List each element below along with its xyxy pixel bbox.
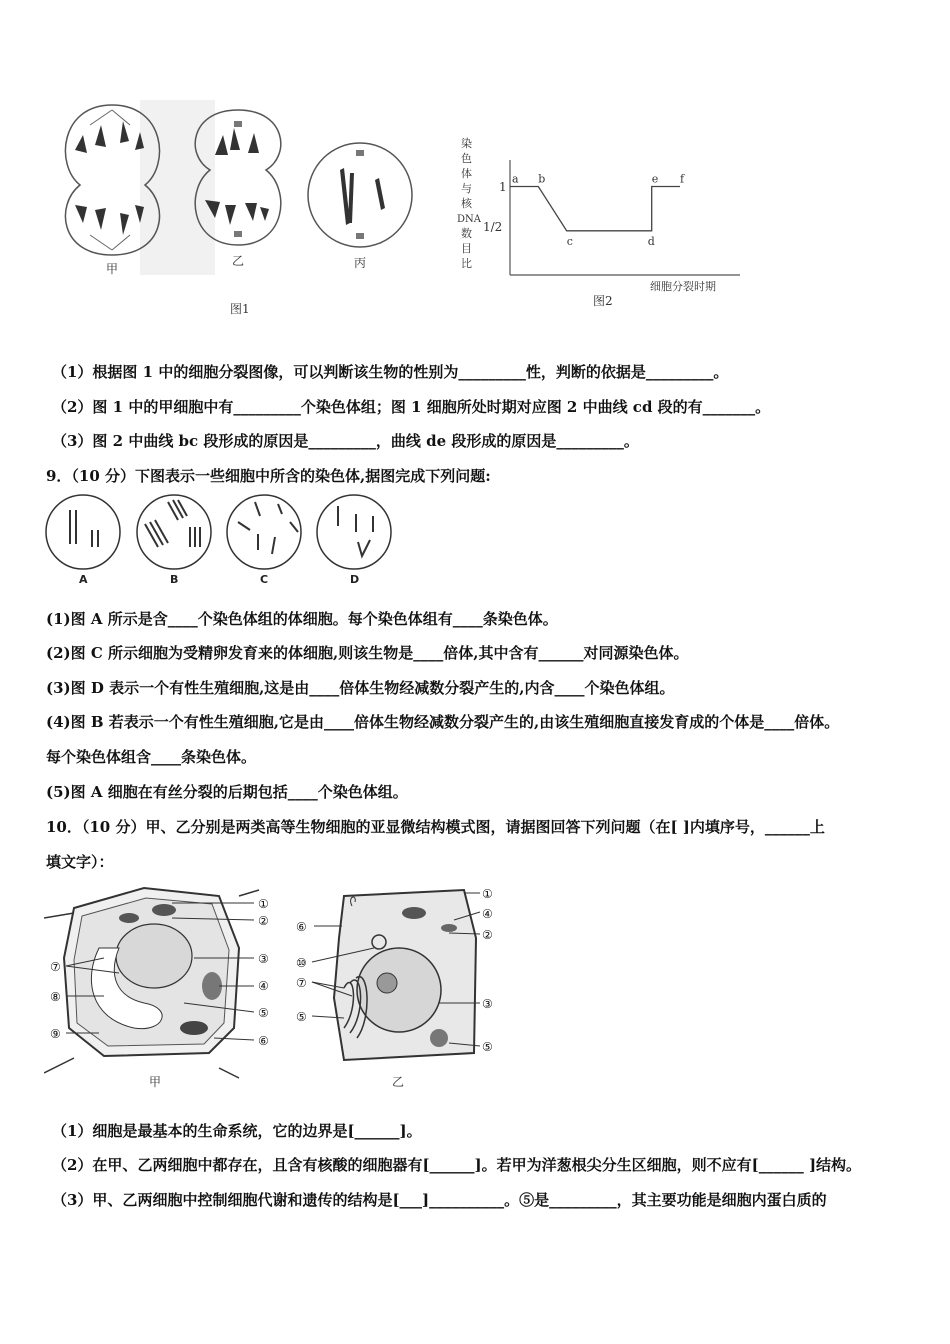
q9-line-6: (5)图 A 细胞在有丝分裂的后期包括____个染色体组。 bbox=[46, 783, 408, 801]
ylabel-char-8: 比 bbox=[461, 257, 472, 270]
q8-line-3: （3）图 2 中曲线 bc 段形成的原因是_________，曲线 de 段形成的原因是_________。 bbox=[52, 432, 639, 450]
q9-line-2: (2)图 C 所示细胞为受精卵发育来的体细胞,则该生物是____倍体,其中含有______对同源染色体。 bbox=[46, 644, 689, 662]
cell-c-label: C bbox=[260, 573, 269, 586]
yi-mark-2: ② bbox=[482, 928, 493, 942]
jia-mark-4: ④ bbox=[258, 979, 269, 993]
point-label-f: f bbox=[680, 172, 685, 186]
y-axis-label bbox=[457, 136, 482, 270]
figure-1-caption: 图1 bbox=[230, 302, 250, 316]
q8-line-2: （2）图 1 中的甲细胞中有_________个染色体组；图 1 细胞所处时期对应图 2 中曲线 cd 段的有_______。 bbox=[52, 398, 771, 416]
ylabel-char-3: 与 bbox=[461, 182, 472, 195]
ylabel-char-4: 核 bbox=[461, 197, 472, 210]
jia-mark-1: ① bbox=[258, 897, 269, 911]
yi-mark-7: ⑦ bbox=[296, 976, 307, 990]
figure-2-chart bbox=[455, 135, 755, 315]
cell-d-label: D bbox=[350, 573, 360, 586]
fig1-label-bing: 丙 bbox=[354, 256, 367, 270]
cell-c bbox=[227, 495, 301, 586]
q10-title-cont: 填文字）： bbox=[46, 853, 114, 871]
q9-line-1: (1)图 A 所示是含____个染色体组的体细胞。每个染色体组有____条染色体。 bbox=[46, 610, 558, 628]
yi-mark-10: ⑩ bbox=[296, 956, 307, 970]
ylabel-char-5: DNA bbox=[457, 214, 481, 225]
q9-cells-figure bbox=[40, 492, 410, 592]
cell-b-label: B bbox=[170, 573, 179, 586]
ylabel-char-0: 染 bbox=[461, 137, 472, 150]
q8-line-1: （1）根据图 1 中的细胞分裂图像，可以判断该生物的性别为_________性，判断的依据是_________。 bbox=[52, 363, 729, 381]
jia-label: 甲 bbox=[149, 1075, 162, 1089]
jia-mark-5: ⑤ bbox=[258, 1006, 269, 1020]
ylabel-char-6: 数 bbox=[461, 227, 472, 240]
cell-bing bbox=[308, 143, 412, 270]
yi-label: 乙 bbox=[392, 1075, 405, 1089]
ylabel-char-1: 色 bbox=[461, 152, 472, 165]
jia-mark-9: ⑨ bbox=[50, 1027, 61, 1041]
cell-a-label: A bbox=[79, 573, 88, 586]
animal-cell-yi bbox=[296, 887, 493, 1089]
y-tick-half: 1/2 bbox=[483, 220, 503, 234]
q9-line-5: 每个染色体组含____条染色体。 bbox=[46, 748, 257, 766]
q9-line-4: (4)图 B 若表示一个有性生殖细胞,它是由____倍体生物经减数分裂产生的,由该生殖细胞直接发育成的个体是____倍体。 bbox=[46, 713, 840, 731]
cell-a bbox=[46, 495, 120, 586]
point-label-e: e bbox=[651, 172, 659, 186]
jia-mark-2: ② bbox=[258, 914, 269, 928]
q9-title: 9．（10 分）下图表示一些细胞中所含的染色体,据图完成下列问题: bbox=[46, 467, 491, 485]
x-axis-label: 细胞分裂时期 bbox=[650, 280, 716, 293]
q10-line-3: （3）甲、乙两细胞中控制细胞代谢和遗传的结构是[___]__________。⑤是_________，其主要功能是细胞内蛋白质的 bbox=[52, 1191, 827, 1209]
yi-mark-4: ④ bbox=[482, 907, 493, 921]
point-label-c: c bbox=[566, 234, 573, 248]
q9-line-3: (3)图 D 表示一个有性生殖细胞,这是由____倍体生物经减数分裂产生的,内含____个染色体组。 bbox=[46, 679, 675, 697]
figure-2-caption: 图2 bbox=[593, 294, 613, 308]
figure-1-cells bbox=[50, 95, 430, 325]
fig1-label-jia: 甲 bbox=[106, 262, 119, 276]
ylabel-char-7: 目 bbox=[461, 242, 472, 255]
q10-cell-diagrams bbox=[44, 878, 514, 1093]
point-label-a: a bbox=[512, 172, 519, 186]
jia-mark-7: ⑦ bbox=[50, 960, 61, 974]
jia-mark-6: ⑥ bbox=[258, 1034, 269, 1048]
q10-line-1: （1）细胞是最基本的生命系统，它的边界是[______]。 bbox=[52, 1122, 422, 1140]
fig1-label-yi: 乙 bbox=[232, 254, 245, 268]
ylabel-char-2: 体 bbox=[461, 167, 472, 180]
jia-mark-3: ③ bbox=[258, 952, 269, 966]
yi-mark-3: ③ bbox=[482, 997, 493, 1011]
cell-d bbox=[317, 495, 391, 586]
yi-mark-5-right: ⑤ bbox=[482, 1040, 493, 1054]
q10-line-2: （2）在甲、乙两细胞中都存在，且含有核酸的细胞器有[______]。若甲为洋葱根尖分生区细胞，则不应有[______ ]结构。 bbox=[52, 1156, 862, 1174]
cell-b bbox=[137, 495, 211, 586]
point-label-d: d bbox=[647, 234, 655, 248]
q10-title: 10．（10 分）甲、乙分别是两类高等生物细胞的亚显微结构模式图，请据图回答下列问题（在[ ]内填序号，______上 bbox=[46, 818, 825, 836]
yi-mark-5-left: ⑤ bbox=[296, 1010, 307, 1024]
yi-mark-1: ① bbox=[482, 887, 493, 901]
jia-mark-8: ⑧ bbox=[50, 990, 61, 1004]
plant-cell-jia bbox=[44, 888, 269, 1089]
point-label-b: b bbox=[538, 172, 546, 186]
yi-mark-6: ⑥ bbox=[296, 920, 307, 934]
series-line bbox=[510, 187, 680, 231]
y-tick-1: 1 bbox=[499, 180, 507, 194]
